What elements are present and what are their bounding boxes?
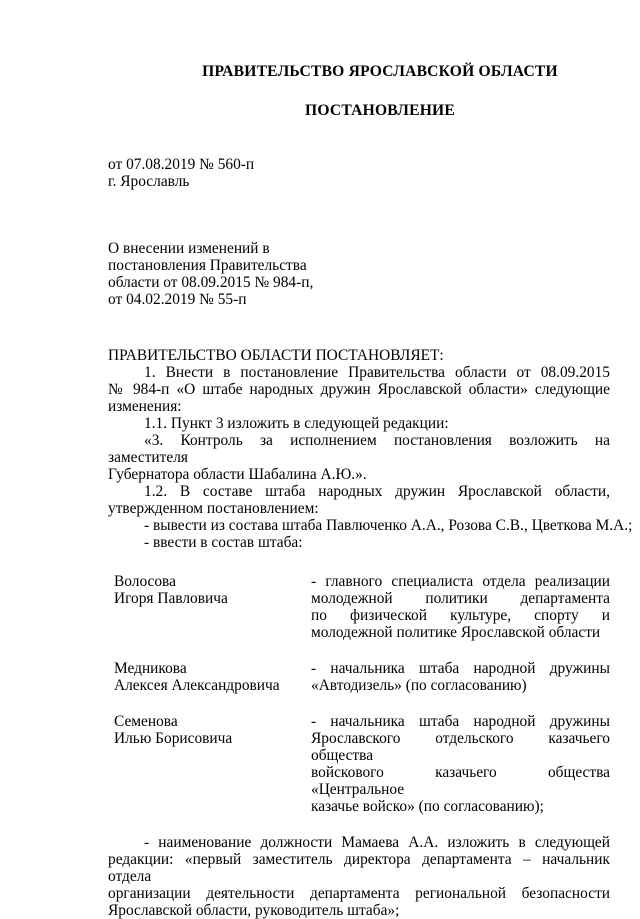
subject-line: постановления Правительства [108, 257, 307, 274]
paragraph-1-1-quote: «3. Контроль за исполнением постановления возложить на заместителя [108, 432, 610, 466]
date-number: от 07.08.2019 № 560-п [108, 156, 255, 173]
person-position: - главного специалиста отдела реализации молодежной политики департамента по физической культуре, спорту и молодежной политике Ярославской области [311, 573, 610, 641]
person-name: Волосова Игоря Павловича [114, 573, 228, 607]
rename-paragraph: - наименование должности Мамаева А.А. изложить в следующей редакции: «первый заместитель директора департамента – начальник отдела организации деятельности департамента региональной безопасности Ярославской области, руководитель штаба»; [108, 834, 610, 919]
add-members: - ввести в состав штаба: [144, 534, 303, 551]
paragraph-1-line: № 984-п «О штабе народных дружин Ярославской области» следующие [108, 381, 610, 398]
paragraph-1-2-line: 1.2. В составе штаба народных дружин Ярославской области, [144, 483, 610, 500]
city: г. Ярославль [108, 173, 190, 190]
persons-table [108, 573, 610, 815]
remove-members: - вывести из состава штаба Павлюченко А.А., Розова С.В., Цветкова М.А.; [144, 517, 633, 534]
person-name: Семенова Илью Борисовича [114, 713, 233, 747]
person-position: - начальника штаба народной дружины Ярославского отдельского казачьего общества войскового казачьего общества «Центральное казачье войско» (по согласованию); [311, 713, 610, 815]
subject-line: области от 08.09.2015 № 984-п, [108, 274, 314, 291]
person-row [108, 660, 610, 694]
document-body [108, 347, 633, 919]
person-position: - начальника штаба народной дружины «Автодизель» (по согласованию) [311, 660, 610, 694]
preamble: ПРАВИТЕЛЬСТВО ОБЛАСТИ ПОСТАНОВЛЯЕТ: [108, 347, 444, 364]
paragraph-1-1: 1.1. Пункт 3 изложить в следующей редакции: [144, 415, 449, 432]
subject-line: О внесении изменений в [108, 240, 270, 257]
person-row [108, 713, 610, 815]
subject-line: от 04.02.2019 № 55-п [108, 291, 247, 308]
person-name: Медникова Алексея Александровича [114, 660, 280, 694]
document-type: ПОСТАНОВЛЕНИЕ [305, 102, 455, 119]
person-row [108, 573, 610, 641]
paragraph-1-2-line: утвержденном постановлением: [108, 500, 319, 517]
document-subject [108, 240, 313, 308]
paragraph-1-line: 1. Внести в постановление Правительства области от 08.09.2015 [144, 364, 610, 381]
paragraph-1-1-quote: Губернатора области Шабалина А.Ю.». [108, 466, 367, 483]
government-title: ПРАВИТЕЛЬСТВО ЯРОСЛАВСКОЙ ОБЛАСТИ [202, 63, 558, 80]
paragraph-1-line: изменения: [108, 398, 182, 415]
